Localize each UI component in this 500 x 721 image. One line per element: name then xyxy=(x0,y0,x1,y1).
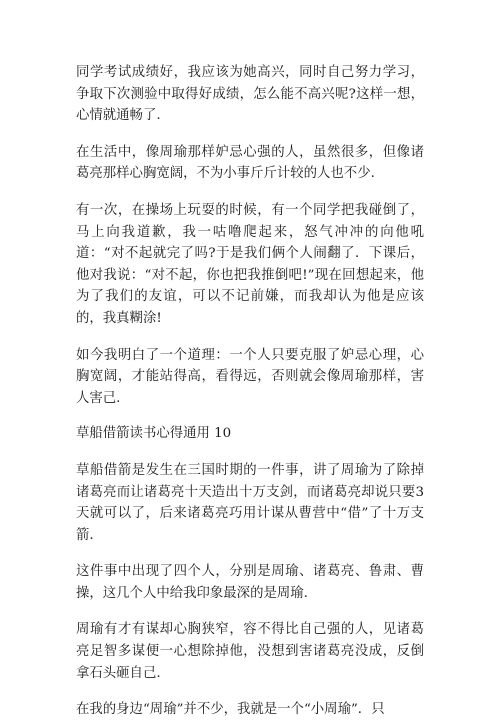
document-body xyxy=(76,62,424,721)
paragraph-5: 草船借箭是发生在三国时期的一件事，讲了周瑜为了除掉诸葛亮而让诸葛亮十天造出十万支剑，而诸葛亮却说只要3天就可以了，后来诸葛亮巧用计谋从曹营中“借”了十万支箭. xyxy=(76,462,424,543)
paragraph-2: 在生活中，像周瑜那样妒忌心强的人，虽然很多，但像诸葛亮那样心胸宽阔，不为小事斤斤计较的人也不少. xyxy=(76,144,424,182)
paragraph-6: 这件事中出现了四个人，分别是周瑜、诸葛亮、鲁肃、曹操，这几个人中给我印象最深的是周瑜. xyxy=(76,564,424,601)
section-heading: 草船借箭读书心得通用 10 xyxy=(76,426,232,442)
paragraph-8: 在我的身边“周瑜”并不少，我就是一个“小周瑜”．只 xyxy=(76,702,385,718)
paragraph-7: 周瑜有才有谋却心胸狭窄，容不得比自己强的人，见诸葛亮足智多谋便一心想除掉他，没想到害诸葛亮没成，反倒拿石头砸自己. xyxy=(76,622,424,681)
paragraph-4: 如今我明白了一个道理：一个人只要克服了妒忌心理，心胸宽阔，才能站得高，看得远，否则就会像周瑜那样，害人害己. xyxy=(76,347,424,406)
paragraph-1: 同学考试成绩好，我应该为她高兴，同时自己努力学习，争取下次测验中取得好成绩，怎么能不高兴呢?这样一想，心情就通畅了. xyxy=(76,65,424,124)
paragraph-3: 有一次，在操场上玩耍的时候，有一个同学把我碰倒了，马上向我道歉，我一咕噜爬起来，怒气冲冲的向他吼道：“对不起就完了吗?于是我们俩个人闹翻了．下课后，他对我说：“对不起，你也把我推倒吧!”现在回想起来，他为了我们的友谊，可以不记前嫌，而我却认为他是应该的，我真糊涂! xyxy=(76,202,424,326)
